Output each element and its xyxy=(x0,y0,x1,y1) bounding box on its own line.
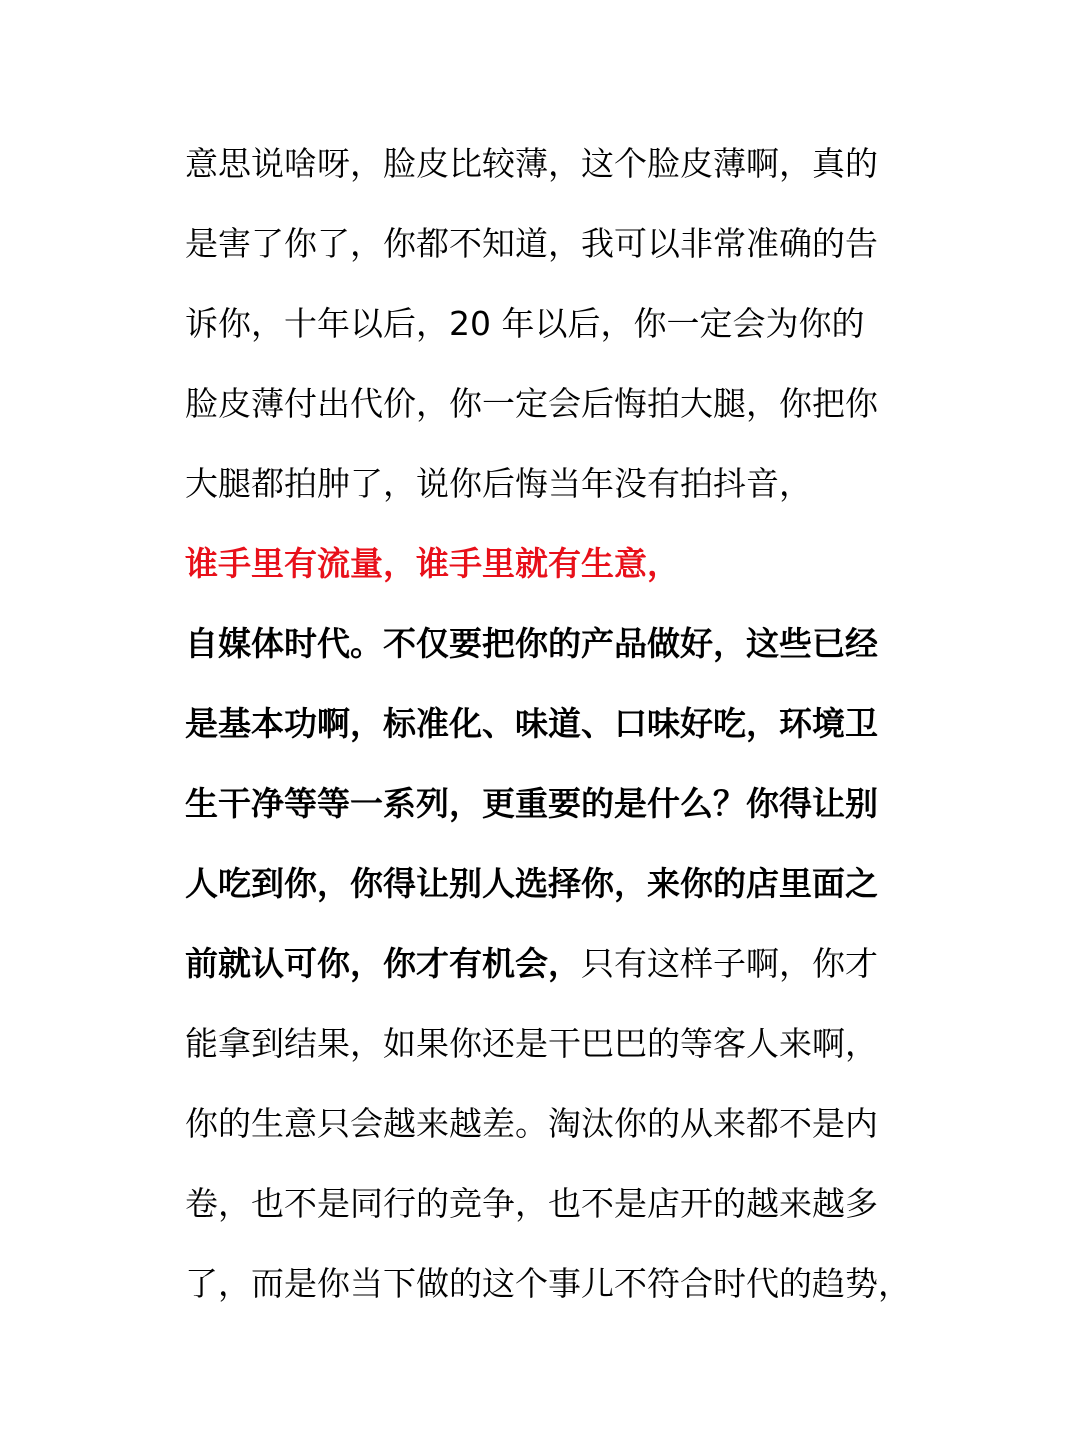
text-segment: 了，而是你当下做的这个事儿不符合时代的趋势， xyxy=(185,1264,911,1303)
bold-text: 自媒体时代。不仅要把你的产品做好，这些已经 xyxy=(185,624,878,663)
highlight-text: 谁手里有流量，谁手里就有生意， xyxy=(185,544,680,583)
text-segment: 是害了你了，你都不知道，我可以非常准确的告 xyxy=(185,224,878,263)
text-segment: 意思说啥呀，脸皮比较薄，这个脸皮薄啊，真的 xyxy=(185,144,878,183)
text-segment: 只有这样子啊，你才 xyxy=(581,944,878,983)
bold-line xyxy=(185,844,915,924)
text-line xyxy=(185,1164,915,1244)
text-segment: 你的生意只会越来越差。淘汰你的从来都不是内 xyxy=(185,1104,878,1143)
text-line xyxy=(185,1004,915,1084)
bold-text: 人吃到你，你得让别人选择你，来你的店里面之 xyxy=(185,864,878,903)
text-line xyxy=(185,1244,915,1324)
text-line xyxy=(185,1084,915,1164)
bold-line xyxy=(185,604,915,684)
bold-line xyxy=(185,764,915,844)
bold-text: 是基本功啊，标准化、味道、口味好吃，环境卫 xyxy=(185,704,878,743)
text-segment: 能拿到结果，如果你还是干巴巴的等客人来啊， xyxy=(185,1024,878,1063)
text-segment: 脸皮薄付出代价，你一定会后悔拍大腿，你把你 xyxy=(185,384,878,423)
text-line xyxy=(185,364,915,444)
bold-line xyxy=(185,684,915,764)
article-body xyxy=(185,124,915,1324)
highlight-line xyxy=(185,524,915,604)
text-segment: 诉你，十年以后，20 年以后，你一定会为你的 xyxy=(185,304,865,343)
text-line xyxy=(185,284,915,364)
text-segment: 大腿都拍肿了，说你后悔当年没有拍抖音， xyxy=(185,464,812,503)
text-line xyxy=(185,204,915,284)
text-line xyxy=(185,124,915,204)
bold-text: 生干净等等一系列，更重要的是什么？你得让别 xyxy=(185,784,878,823)
mixed-line xyxy=(185,924,915,1004)
bold-text: 前就认可你，你才有机会， xyxy=(185,944,581,983)
text-segment: 卷，也不是同行的竞争，也不是店开的越来越多 xyxy=(185,1184,878,1223)
text-line xyxy=(185,444,915,524)
